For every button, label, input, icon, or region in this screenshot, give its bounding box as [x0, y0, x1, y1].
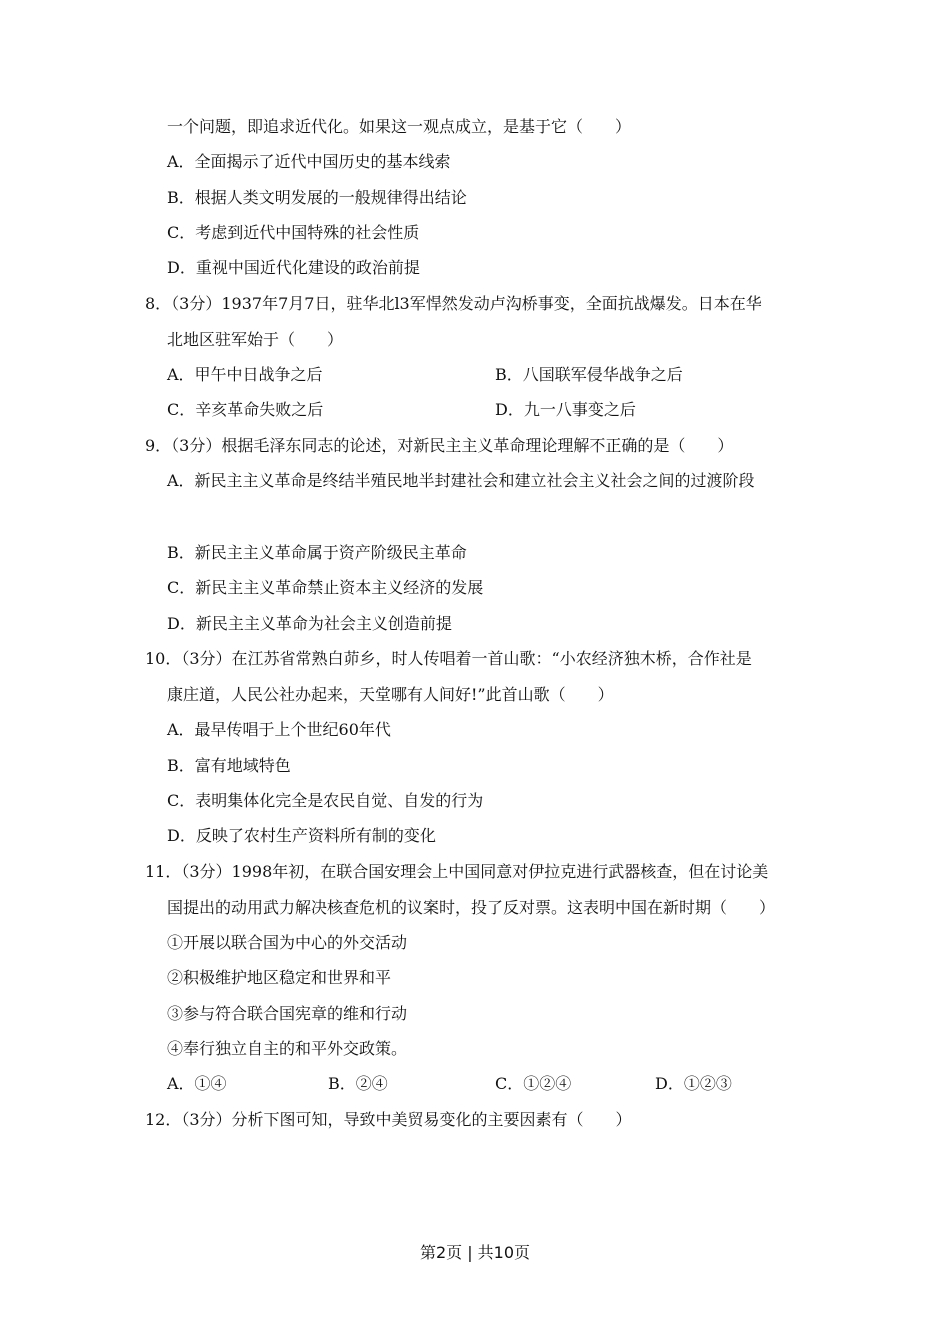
q11-stem: 11．（3分）1998年初，在联合国安理会上中国同意对伊拉克进行武器核查，但在讨论美: [145, 862, 769, 881]
page-footer: 第2页 | 共10页: [419, 1243, 531, 1262]
q9-stem: 9．（3分）根据毛泽东同志的论述，对新民主主义革命理论理解不正确的是（ ）: [145, 436, 734, 455]
q10-stem: 10．（3分）在江苏省常熟白茆乡，时人传唱着一首山歌：“小农经济独木桥，合作社是: [145, 649, 752, 668]
q9-option-a: A．新民主主义革命是终结半殖民地半封建社会和建立社会主义社会之间的过渡阶段: [167, 471, 755, 490]
q8-option-c: C．辛亥革命失败之后: [167, 400, 324, 419]
q11-statement-3: ③参与符合联合国宪章的维和行动: [167, 1004, 408, 1023]
q10-option-a: A．最早传唱于上个世纪60年代: [167, 720, 391, 739]
q11-option-a: A．①④: [167, 1074, 227, 1093]
q12-stem: 12．（3分）分析下图可知，导致中美贸易变化的主要因素有（ ）: [145, 1110, 632, 1129]
q7-stem-continuation: 一个问题，即追求近代化。如果这一观点成立，是基于它（ ）: [167, 117, 632, 136]
q8-option-d: D．九一八事变之后: [495, 400, 636, 419]
q10-option-c: C．表明集体化完全是农民自觉、自发的行为: [167, 791, 484, 810]
q11-option-c: C．①②④: [495, 1074, 572, 1093]
q10-option-b: B．富有地域特色: [167, 756, 291, 775]
q11-statement-4: ④奉行独立自主的和平外交政策。: [167, 1039, 408, 1058]
q8-stem-continuation: 北地区驻军始于（ ）: [167, 330, 344, 349]
q7-option-b: B．根据人类文明发展的一般规律得出结论: [167, 188, 467, 207]
q9-option-d: D．新民主主义革命为社会主义创造前提: [167, 614, 452, 633]
q11-statement-2: ②积极维护地区稳定和世界和平: [167, 968, 392, 987]
q7-option-a: A．全面揭示了近代中国历史的基本线索: [167, 152, 451, 171]
q9-option-b: B．新民主主义革命属于资产阶级民主革命: [167, 543, 467, 562]
q7-option-c: C．考虑到近代中国特殊的社会性质: [167, 223, 420, 242]
q8-option-a: A．甲午中日战争之后: [167, 365, 323, 384]
q10-option-d: D．反映了农村生产资料所有制的变化: [167, 826, 436, 845]
q10-stem-continuation: 康庄道，人民公社办起来，天堂哪有人间好!”此首山歌（ ）: [167, 685, 614, 704]
q11-statement-1: ①开展以联合国为中心的外交活动: [167, 933, 408, 952]
q11-option-d: D．①②③: [655, 1074, 732, 1093]
q11-option-b: B．②④: [328, 1074, 388, 1093]
q8-option-b: B．八国联军侵华战争之后: [495, 365, 683, 384]
q11-stem-continuation: 国提出的动用武力解决核查危机的议案时，投了反对票。这表明中国在新时期（ ）: [167, 898, 776, 917]
q7-option-d: D．重视中国近代化建设的政治前提: [167, 258, 420, 277]
q8-stem: 8．（3分）1937年7月7日，驻华北l3军悍然发动卢沟桥事变，全面抗战爆发。日本在华: [145, 294, 762, 313]
q9-option-c: C．新民主主义革命禁止资本主义经济的发展: [167, 578, 484, 597]
